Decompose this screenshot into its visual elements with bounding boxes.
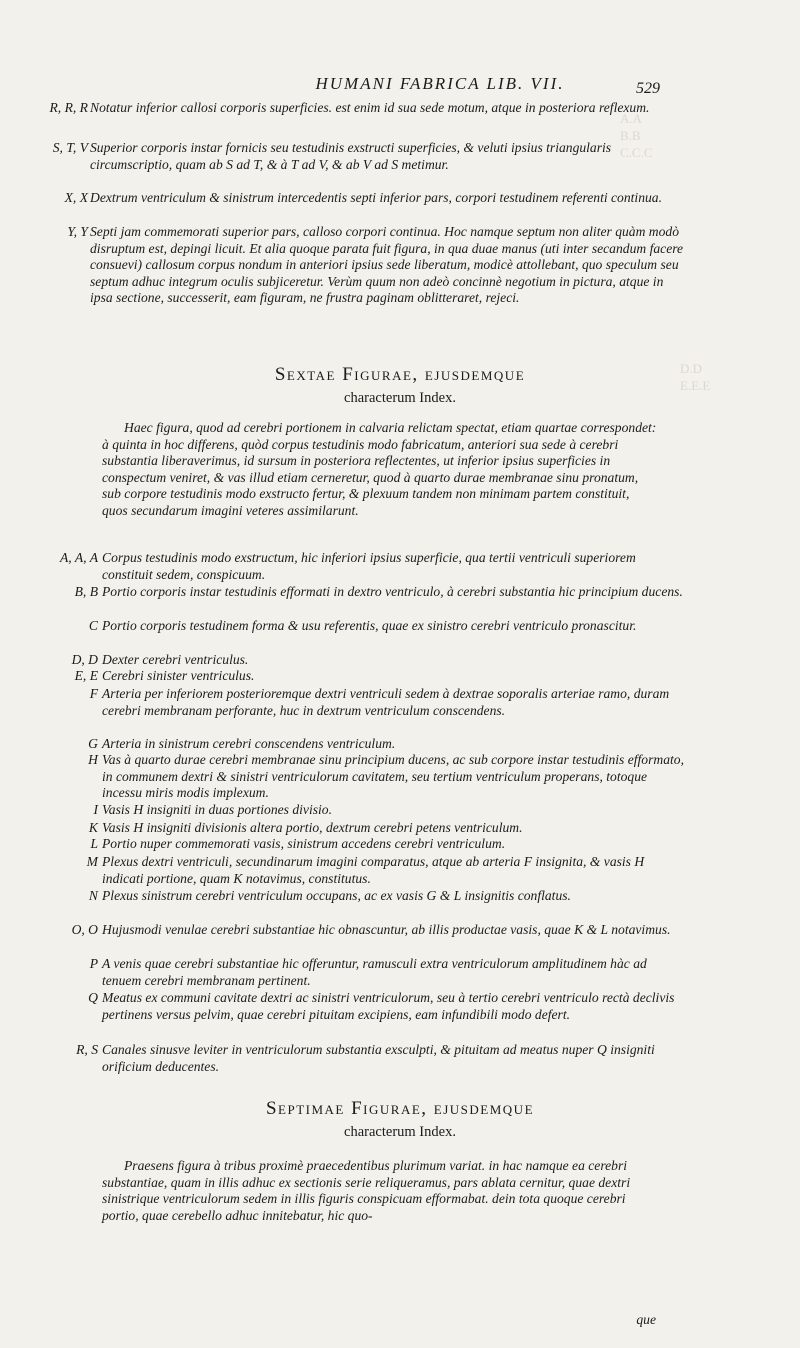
entry-label: M — [86, 854, 98, 869]
entry-label: P — [89, 956, 98, 971]
entry-label: I — [93, 802, 98, 817]
entry-label: L — [90, 836, 98, 851]
entry-text: Plexus dextri ventriculi, secundinarum imagini comparatus, atque ab arteria F insignita, & vasis H indicati portione, quam K notavimus, constitutus. — [102, 854, 645, 886]
entry-text: Dexter cerebri ventriculus. — [102, 652, 249, 667]
entry-text: Vas à quarto durae cerebri membranae sinu principium ducens, ac sub corpore instar testudinis efformato, in communem dextri & sinistri ventriculorum cavitatem, seu tertium ventriculum properans, totoque incessu miris modis implexum. — [102, 752, 684, 800]
entry-label: R, R, R — [49, 100, 88, 115]
entry-label: K — [88, 820, 98, 835]
entry-label: Y, Y — [67, 224, 88, 239]
entry-text: Portio corporis testudinem forma & usu referentis, quae ex sinistro cerebri ventriculo pronascitur. — [102, 618, 637, 633]
entry-text: Hujusmodi venulae cerebri substantiae hic obnascuntur, ab illis productae vasis, quae K & L notavimus. — [102, 922, 671, 937]
entry-text: Cerebri sinister ventriculus. — [102, 668, 255, 683]
entry-text: Vasis H insigniti divisionis altera portio, dextrum cerebri petens ventriculum. — [102, 820, 523, 835]
section-intro: Praesens figura à tribus proximè praecedentibus plurimum variat. in hac namque ea cerebri substantiae, quam in illis adhuc ex sectionis serie reliqueramus, pars ablata cernitur, quae dextri sinistrique ventriculorum sedem in illis figuris conspicuam efformabat. dein tota quoque cerebri portio, quae cerebello adhuc innitebatur, hic quo- — [102, 1158, 631, 1223]
entry-text: A venis quae cerebri substantiae hic offeruntur, ramusculi extra ventriculorum amplitudinem hàc ad tenuem cerebri membranam pertinent. — [102, 956, 647, 988]
entry-text: Portio nuper commemorati vasis, sinistrum accedens cerebri ventriculum. — [102, 836, 506, 851]
entry-label: A, A, A — [59, 550, 98, 565]
bleed-through-text: A.A B.B C.C.C — [620, 111, 653, 160]
entry-label: R, S — [76, 1042, 98, 1057]
bleed-through-text: D.D E.E.E — [680, 361, 711, 393]
entry-text: Canales sinusve leviter in ventriculorum substantia exsculpti, & pituitam ad meatus nuper Q insigniti orificium deducentes. — [102, 1042, 655, 1074]
entry-text: Notatur inferior callosi corporis superficies. est enim id sua sede motum, atque in posteriora reflexum. — [90, 100, 650, 115]
entry-text: Dextrum ventriculum & sinistrum intercedentis septi inferior pars, corpori testudinem referenti continua. — [90, 190, 662, 205]
entry-label: N — [88, 888, 98, 903]
catchword: que — [636, 1312, 656, 1327]
entry-text: Arteria in sinistrum cerebri conscendens ventriculum. — [102, 736, 396, 751]
entry-text: Corpus testudinis modo exstructum, hic inferiori ipsius superficie, qua tertii ventriculi superiorem constituit sedem, conspicuum. — [102, 550, 636, 582]
entry-text: Superior corporis instar fornicis seu testudinis exstructi superficies, & veluti ipsius triangularis circumscriptio, quam ab S ad T, & à T ad V, & ab V ad S metimur. — [90, 140, 612, 172]
entry-text: Plexus sinistrum cerebri ventriculum occupans, ac ex vasis G & L insignitis conflatus. — [102, 888, 571, 903]
section-subheading: characterum Index. — [344, 390, 456, 406]
entry-text: Septi jam commemorati superior pars, calloso corpori continua. Hoc namque septum non aliter quàm modò disruptum est, depingi licuit. Et alia quoque parata fuit figura, in qua duae manus (uti inter secandum facere consuevi) callosum corpus nondum in anteriori ipsius sede liberatum, modicè attollebant, quo speculum seu septum adhuc integrum oculis subjiceretur. Verùm quum non adeò concinnè negotium in pictura, atque in ipsa sectione, successerit, eam figuram, ne frustra paginam oblitteraret, rejeci. — [90, 224, 684, 305]
section-heading: Sextae Figurae, ejusdemque — [274, 364, 526, 385]
entry-label: H — [88, 752, 98, 767]
section-heading: Septimae Figurae, ejusdemque — [265, 1098, 535, 1119]
entry-text: Meatus ex communi cavitate dextri ac sinistri ventriculorum, seu à tertio cerebri ventriculo rectà declivis pertinens versus pelvim, quae cerebri pituitam excipiens, eam infundibili modo defert. — [102, 990, 675, 1022]
entry-label: X, X — [64, 190, 88, 205]
entry-label: D, D — [71, 652, 98, 667]
entry-label: F — [89, 686, 98, 701]
section-intro: Haec figura, quod ad cerebri portionem in calvaria relictam spectat, etiam quartae correspondet: à quinta in hoc differens, quòd corpus testudinis modo fabricatum, anteriori sua sede à cerebri substantia liberaverimus, id sursum in posteriora reflectentes, ut inferior ipsius superficies in conspectum veniret, & vas illud etiam cerneretur, quod à quarto durae membranae sinu pronatum, sub corpore testudinis modo exstructo fertur, & plexuum tandem non minimam partem constituit, quos secundarum imagini veteres assimilarunt. — [102, 420, 657, 518]
entry-text: Portio corporis instar testudinis efformati in dextro ventriculo, à cerebri substantia hic principium ducens. — [102, 584, 683, 599]
entry-label: Q — [88, 990, 98, 1005]
running-title: HUMANI FABRICA LIB. VII. — [315, 74, 565, 93]
entry-label: S, T, V — [52, 140, 88, 155]
entry-label: B, B — [74, 584, 98, 599]
entry-label: O, O — [71, 922, 98, 937]
entry-label: G — [88, 736, 98, 751]
page-number: 529 — [636, 80, 660, 97]
entry-text: Vasis H insigniti in duas portiones divisio. — [102, 802, 332, 817]
section-subheading: characterum Index. — [344, 1124, 456, 1140]
entry-label: E, E — [74, 668, 98, 683]
entry-text: Arteria per inferiorem posterioremque dextri ventriculi sedem à dextrae soporalis arteriae ramo, duram cerebri membranam perforante, huc in dextrum ventriculum conscendens. — [102, 686, 670, 718]
entry-label: C — [88, 618, 98, 633]
